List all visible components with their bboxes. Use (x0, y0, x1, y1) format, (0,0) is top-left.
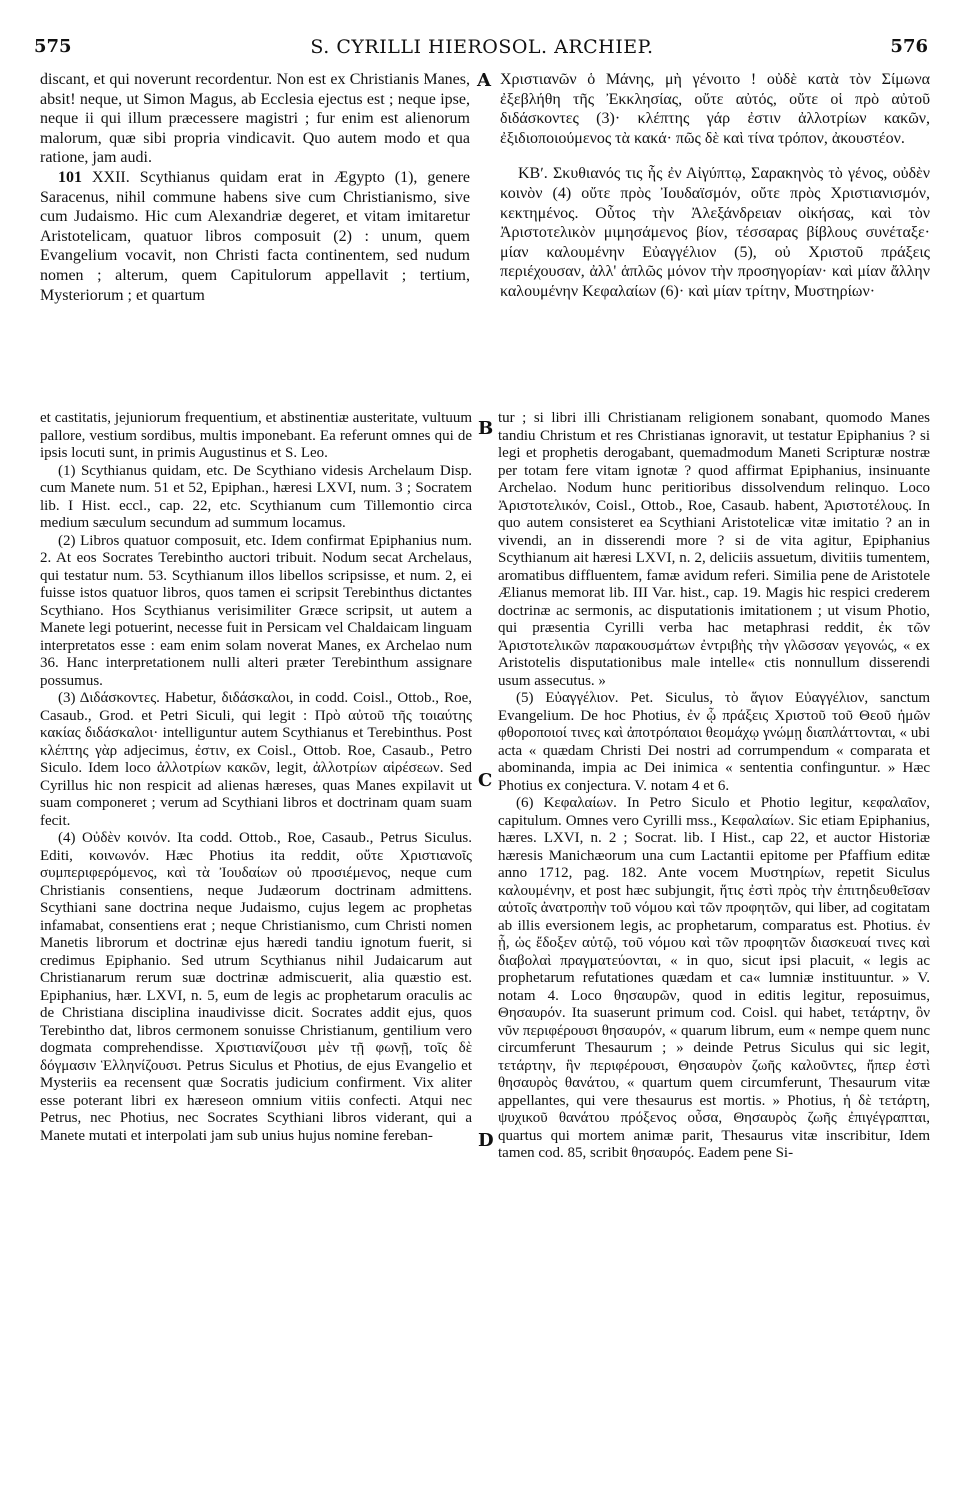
note-1: (1) Scythianus quidam, etc. De Scythiano videsis Archelaum Disp. cum Manete num. 51 et 52, Epiphan., hæresi LXVI, num. 3 ; Socratem lib. I Hist. eccl., cap. 22, etc. Scythianum cum Tillemontio circa medium sæculum secundum ad summum locamus. (40, 462, 472, 531)
note-6: (6) Κεφαλαίων. In Petro Siculo et Photio legitur, κεφαλαῖον, capitulum. Omnes vero Cyrilli mss., Κεφαλαίων. Sic etiam Epiphanius, hæres. LXVI, n. 2 ; Socrat. lib. I Hist., cap 22, et auctor Historiæ hæresis Manichæorum una cum Lactantii epitome per Pfaffium editæ anno 1712, pag. 182. Ante vocem Μυστηρίων, repetit Siculus καλουμένην, et post hæc subjungit, ἥτις ἐστὶ πρὸς τὴν ἐπιτηδευθεῖσαν αὐτοῖς ἀνατροπὴν τοῦ νόμου καὶ τῶν προφητῶν, qui liber, ad cogitatam ab illis eversionem legis, ac prophetarum, comparatus est. Photius. ἐν ᾗ, ὡς ἔδοξεν αὐτῷ, τοῦ νόμου καὶ τῶν προφητῶν διασκευαί τινες καὶ διαβολαὶ πραγματεύονται, « in quo, sicut ipsi placuit, « legis ac prophetarum refutationes quædam et ca« lumniæ instituuntur. » V. notam 4. Loco θησαυρῶν, quod in editis legitur, reposuimus, Θησαυρόν. Ita suaserunt primum cod. Coisl. qui habet, τετάρτην, ὃν νῦν περιφέρουσι θησαυρόν, « quarum librum, eum « nempe quem nunc circumferunt Thesaurum ; » deinde Petrus Siculus qui sic legit, τετάρτην, ἣν περιφέρουσι, Θησαυρὸν ζωῆς καλοῦντες, ἤπερ ἐστὶ θησαυρὸς θανάτου, « quartum quem circumferunt, Thesaurum vitæ appellantes, qui vere thesaurus est mortis. » Photius, ἡ δὲ τετάρτη, ψυχικοῦ θανάτου πρόξενος οὖσα, Θησαυρὸς ζωῆς ἐπιγέγραπται, quartus qui mortem animæ parit, Thesaurus vitæ inscribitur, Idem tamen cod. 85, scribit θησαυρός. Eadem pene Si- (498, 795, 930, 1161)
margin-letter-c: C (478, 770, 493, 791)
margin-letter-b: B (478, 418, 494, 439)
greek-paragraph-2: ΚΒʹ. Σκυθιανός τις ἧς ἐν Αἰγύπτῳ, Σαρακηνὸς τὸ γένος, οὐδὲν κοινὸν (4) οὔτε πρὸς Ἰουδαϊσμόν, οὔτε πρὸς Χριστιανισμόν, κεκτημένος. Οὗτος τὴν Ἀλεξάνδρειαν οἰκήσας, καὶ τὸν Ἀριστοτελικὸν μιμησάμενος βίον, τέσσαρας βίβλους συνέταξε· μίαν καλουμένην Εὐαγγέλιον (5), οὐ Χριστοῦ πράξεις περιέχουσαν, ἀλλ' ἁπλῶς μόνον τὴν προσηγορίαν· καὶ μίαν ἄλλην καλουμένην Κεφαλαίων (6)· καὶ μίαν τρίτην, Μυστηρίων· (500, 165, 930, 300)
margin-letter-a: A (477, 70, 491, 91)
latin-paragraph-2 (40, 168, 470, 305)
margin-letter-d: D (478, 1130, 494, 1151)
note-5: (5) Εὐαγγέλιον. Pet. Siculus, τὸ ἅγιον Εὐαγγέλιον, sanctum Evangelium. De hoc Photius, ἐν ᾧ πράξεις Χριστοῦ τοῦ Θεοῦ ἡμῶν φθοροποιοί τινες καὶ ἀποτρόπαιοι θεομάχῳ γνώμῃ διαπλάττονται, « ubi acta « quædam Christi Dei nostri ad corrumpendum « comparata et abominanda, impia ac Dei inimica « sententia confinguntur. » Hæc Photius ex conjectura. V. notam 4 et 6. (498, 690, 930, 794)
page-number-left: 575 (34, 36, 72, 57)
note-3: (3) Διδάσκοντες. Habetur, διδάσκαλοι, in codd. Coisl., Ottob., Roe, Casaub., Grod. et Petri Siculi, qui legit : Πρὸ αὐτοῦ τῆς τοιαύτης κακίας διδάσκαλοι· intelliguntur autem Scythianus et Terebinthus. Post κλέπτης γὰρ adjecimus, ἐστιν, ex Coisl., Ottob. Roe, Casaub., Petro Siculo. Idem loco ἀλλοτρίων κακῶν, legit, ἀλλοτρίων αἱρέσεων. Sed Cyrillus hic non respicit ad alienas hæreses, quas Manes expilavit ut suam componeret ; verum ad Scythiani libros et doctrinam quam suam fecit. (40, 690, 472, 829)
note-continuation-left: et castitatis, jejuniorum frequentium, et abstinentiæ austeritate, vultuum pallore, vestium sordibus, multis imponebant. Ea referunt omnes qui de ipsis locuti sunt, in primis Augustinus et S. Leo. (40, 410, 472, 461)
note-continuation-right: tur ; si libri illi Christianam religionem sonabant, quomodo Manes tandiu Christum et res Christianas ignoravit, ut testatur Epiphanius ? si legi et prophetis derogabant, quemadmodum Maneti Scripturæ nostræ per totam fere vitam ignotæ ? quod affirmat Epiphanius, insinuante Archelao. Nodum hunc peritioribus dissolvendum relinquo. Loco Ἀριστοτελικόν, Coisl., Ottob., Roe, Casaub. habent, Ἀριστοτέλους. In quo autem consisteret ea Scythiani Aristotelicæ vitæ imitatio ? an in vivendi, an in disserendi more ? si de vita agitur, Epiphanius Scythianum ait hæresi LXVI, n. 2, deliciis assuetum, divitiis tumentem, aromatibus diffluentem, famæ avidum referi. Similia pene de Aristotele Ælianus memorat lib. III Var. hist., cap. 19. Magis hic respici crederem doctrinæ ac sermonis, ac disputationis imitationem ; ut visum Photio, qui præsentia Cyrilli verba hac metaphrasi reddit, ἐκ τῶν Ἀριστοτελικῶν παρακουσμάτων ἐντριβὴς τὴν γλῶσσαν γεγονώς, « ex Aristotelis disputationibus male intelle« ctis nonnullum disserendi usum assecutus. » (498, 410, 930, 689)
section-number: 101 (58, 168, 82, 186)
latin-paragraph-2-text: XXII. Scythianus quidam erat in Ægypto (1), genere Saracenus, nihil commune habens sive cum Christianismo, sive cum Judaismo. Hic cum Alexandriæ degeret, et vitam imitaretur Aristotelicam, quatuor libros composuit (2) : unum, quem Evangelium vocavit, non Christi facta continentem, sed nudum nomen ; alterum, quem Capitulorum appellavit ; tertium, Mysteriorum ; et quartum (40, 168, 471, 304)
notes-left-column (40, 410, 472, 1145)
greek-paragraph-1: Χριστιανῶν ὁ Μάνης, μὴ γένοιτο ! οὐδὲ κατὰ τὸν Σίμωνα ἐξεβλήθη τῆς Ἐκκλησίας, οὔτε αὐτός, οὔτε οἱ πρὸ αὐτοῦ διδάσκοντες (3)· κλέπτης γάρ ἐστιν ἀλλοτρίων κακῶν, ἐξιδιοποιούμενος τὰ κακά· πῶς δὲ καὶ τίνα τρόπον, ἀκουστέον. (500, 71, 930, 147)
page-header (32, 36, 932, 60)
running-title: S. CYRILLI HIEROSOL. ARCHIEP. (310, 36, 654, 58)
latin-paragraph-1: discant, et qui noverunt recordentur. Non est ex Christianis Manes, absit! neque, ut Simon Magus, ab Ecclesia ejectus est ; neque ipse, neque ii qui illum præcessere magistri ; fur enim est alienorum malorum, quæ sibi propria vindicavit. Quo autem modo et qua ratione, jam audi. (40, 71, 470, 167)
note-4: (4) Οὐδὲν κοινόν. Ita codd. Ottob., Roe, Casaub., Petrus Siculus. Editi, κοινωνόν. Hæc Photius ita reddit, οὔτε Χριστιανοῖς συμπεριφερόμενος, καὶ τὰ Ἰουδαίων οὐ προσιέμενος, neque cum Christianis consentiens, neque Judæorum doctrinam admittens. Scythiani sane doctrina neque Judaismo, cujus legem ac prophetas infamabat, consentiens erat ; neque Christianismo, cum Christi nomen Manetis librorum et doctrinæ ejus hæredi tandiu ignotum fuerit, si credimus Epiphanio. Sed utrum Scythianus nihil Judaicarum aut Christianarum rerum suæ doctrinæ admiscuerit, alia quæstio est. Epiphanius, hær. LXVI, n. 5, eum de legis ac prophetarum oraculis ac de Christiana disciplina inaudivisse dicit. Socrates addit ejus, quos Terebintho dat, libros cermonem sonuisse Christianum, gentilium vero dogmata comprehendisse. Χριστιανίζουσι μὲν τῇ φωνῇ, τοῖς δὲ δόγμασιν Ἑλληνίζουσι. Petrus Siculus et Photius, de ejus Evangelio et Mysteriis ea recensent quæ Socratis judicium confirment. Vix aliter esse poterant libri ex hæreseon omnium vitiis confecti. Atqui nec Petrus, nec Photius, nec Socrates Scythiani libros viderant, qui a Manete mutati et interpolati jam sub unius hujus nomine fereban- (40, 830, 472, 1144)
notes-right-column (498, 410, 930, 1163)
greek-main-text (500, 70, 930, 302)
page-number-right: 576 (890, 36, 928, 57)
note-2: (2) Libros quatuor composuit, etc. Idem confirmat Epiphanius num. 2. At eos Socrates Terebintho auctori tribuit. Nodum secat Archelaus, qui testatur num. 53. Scythianum illos libellos scripsisse, et num. 2, ei fuisse istos quatuor libros, quos tamen ei scripsit Terebinthus dictantes Scythiano. Hos Scythianus verisimiliter Græce scripsit, ut autem a Manete legi potuerint, necesse fuit in Persicam vel Chaldaicam linguam interpretatos esse : eam enim solam noverat Manes, ex Archelao num 36. Hanc interpretationem nulli alteri præter Terebinthum assignare possumus. (40, 532, 472, 689)
latin-main-text (40, 70, 470, 305)
